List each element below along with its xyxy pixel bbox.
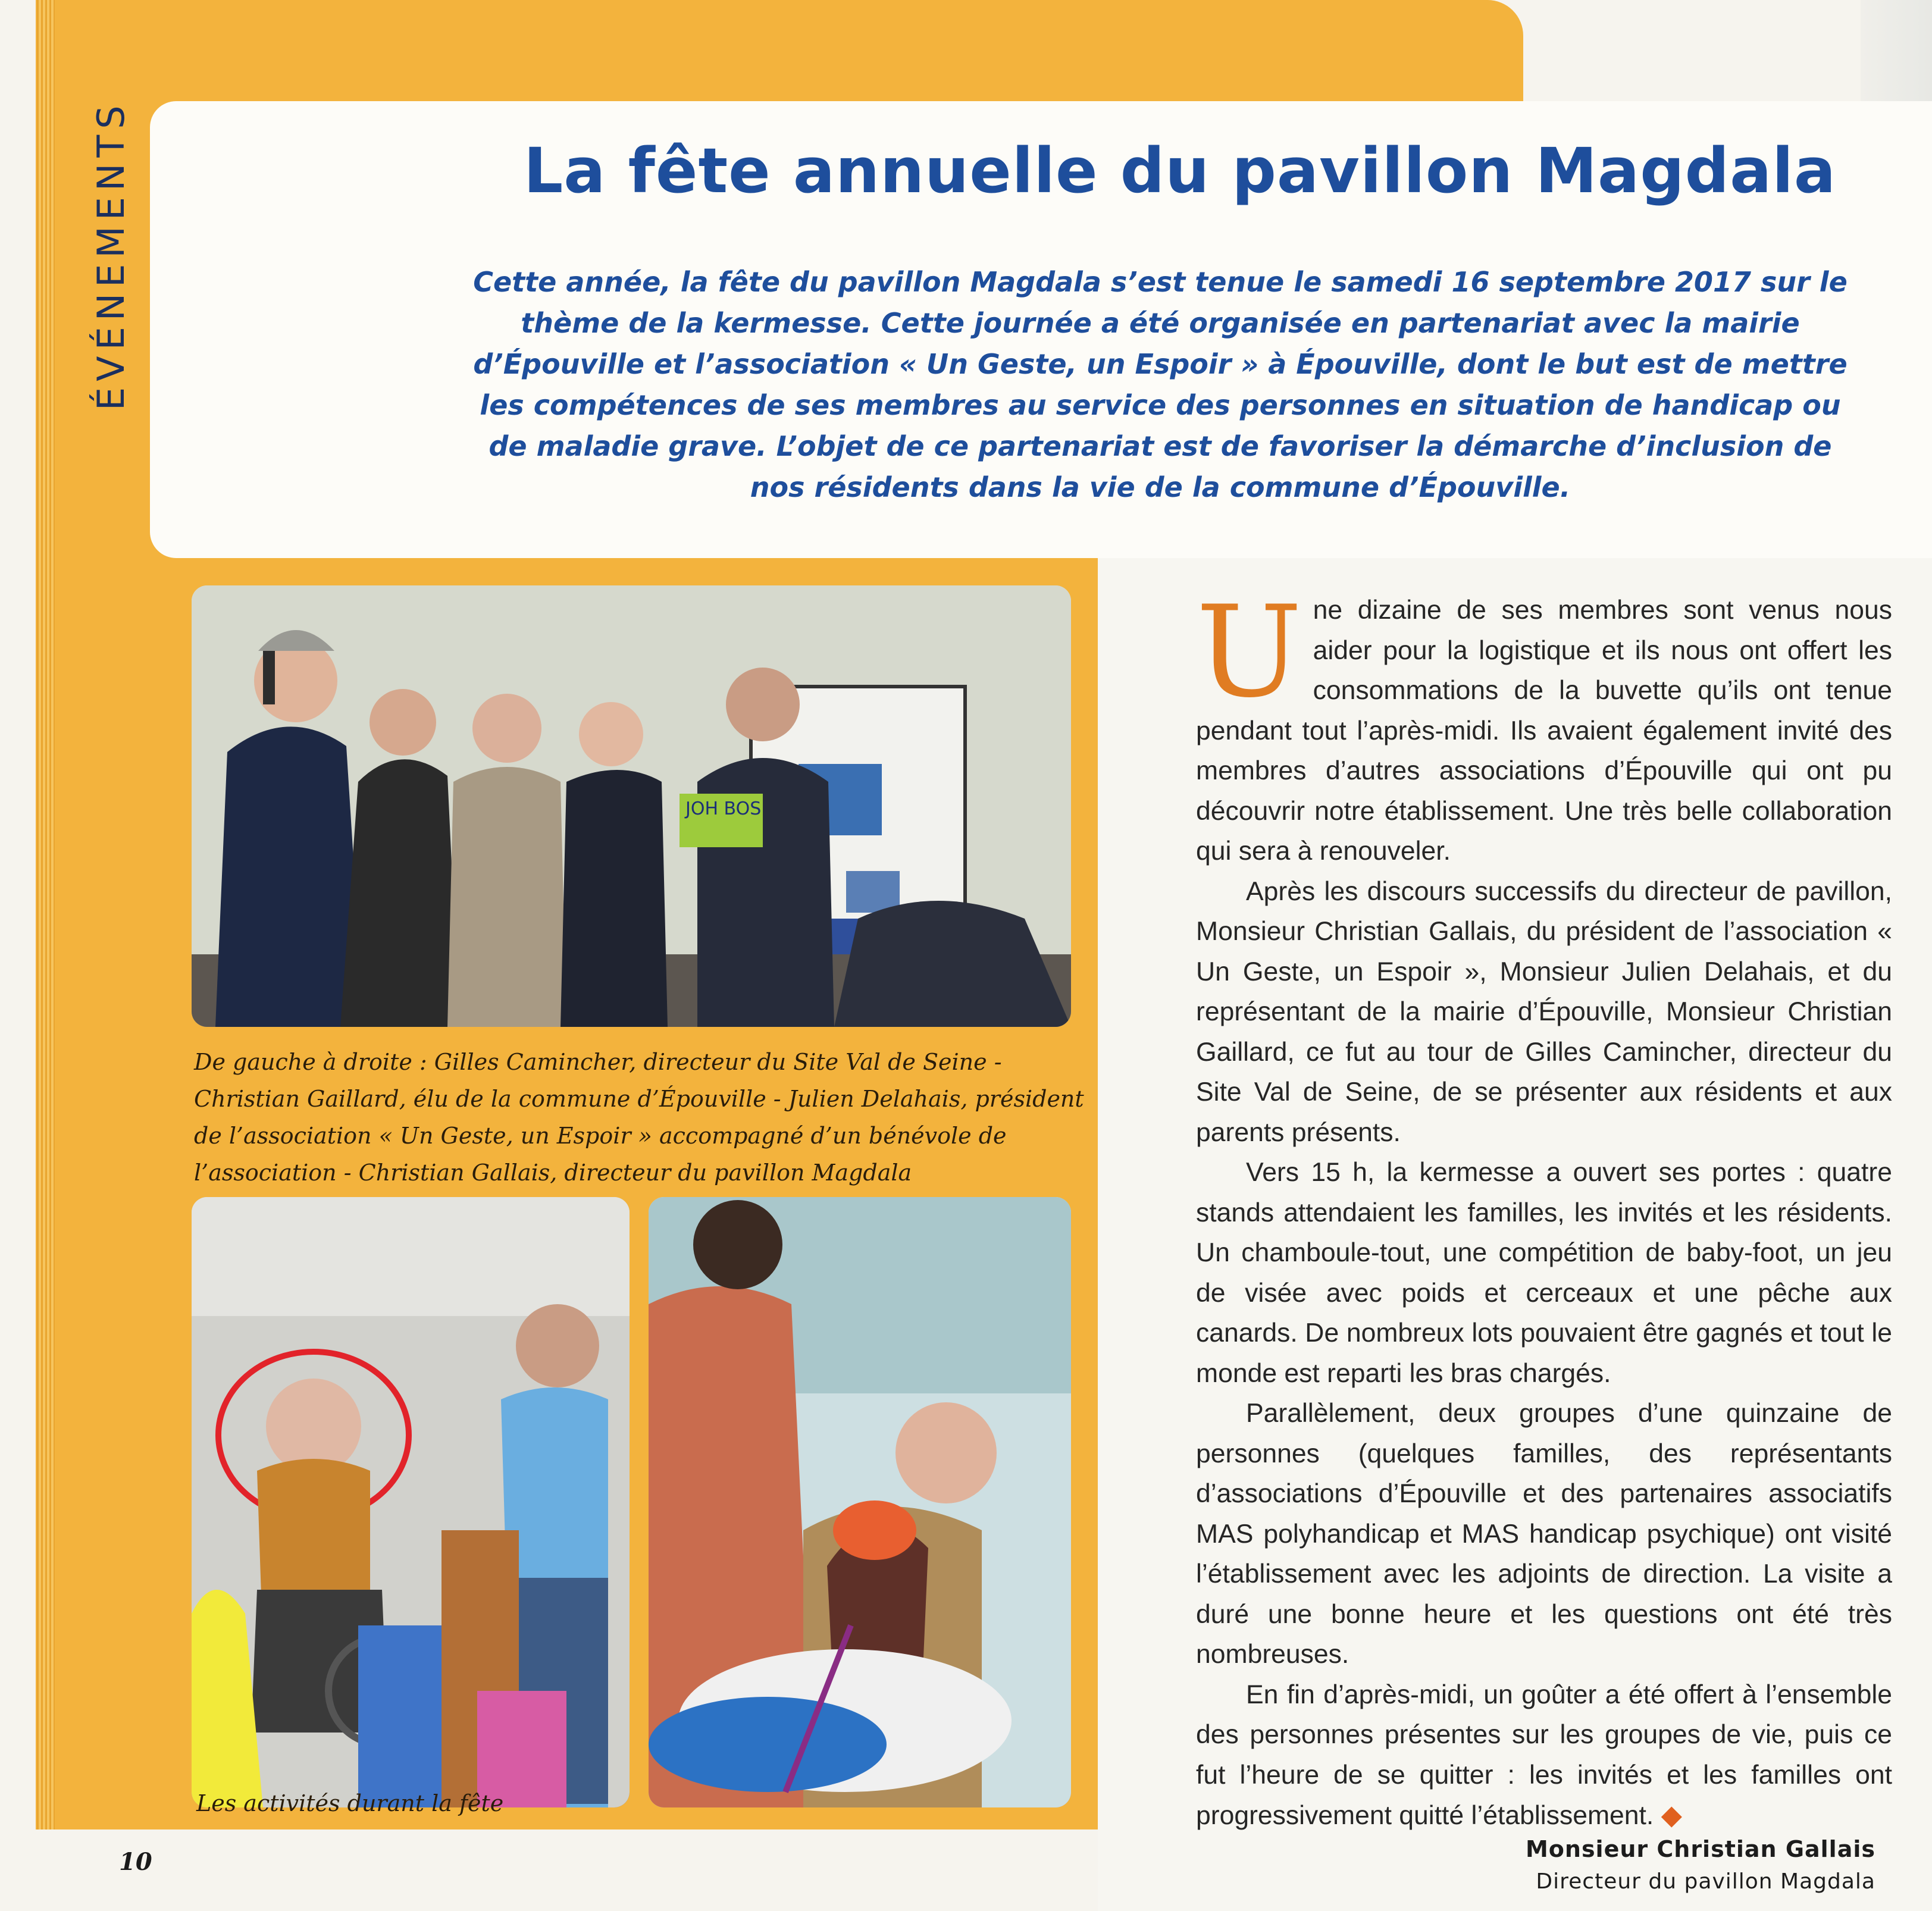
article-paragraph-5 bbox=[1196, 1675, 1892, 1836]
article-paragraph-2: Après les discours successifs du directeur de pavillon, Monsieur Christian Gallais, du président de l’association « Un Geste, un Espoir », Monsieur Julien Delahais, et du représentant de la mairie d’Épouville, Monsieur Christian Gaillard, ce fut au tour de Gilles Camincher, directeur du Site Val de Seine, de se présenter aux résidents et aux parents présents. bbox=[1196, 876, 1892, 1147]
dropcap: U bbox=[1196, 578, 1302, 725]
article-paragraph-4: Parallèlement, deux groupes d’une quinzaine de personnes (quelques familles, des représentants d’associations d’Épouville et des partenaires associatifs MAS polyhandicap et MAS handicap psychique) ont visité l’établissement avec les adjoints de direction. La visite a duré une bonne heure et les questions ont été très nombreuses. bbox=[1196, 1399, 1892, 1669]
group-photo-caption: De gauche à droite : Gilles Camincher, directeur du Site Val de Seine - Christian Gaillard, élu de la commune d’Épouville - Julien Delahais, président de l’association « Un Geste, un Espoir » accompagné d’un bénévole de l’association - Christian Gallais, directeur du pavillon Magdala bbox=[194, 1049, 1084, 1186]
article-paragraph-5-text: En fin d’après-midi, un goûter a été offert à l’ensemble des personnes présentes sur les groupes de vie, puis ce fut l’heure de se quitter : les invités et les familles ont progressivement quitté l’établissement. bbox=[1196, 1680, 1892, 1830]
signature-name: Monsieur Christian Gallais bbox=[1525, 1836, 1875, 1862]
page-number: 10 bbox=[119, 1848, 152, 1876]
article-paragraph-3: Vers 15 h, la kermesse a ouvert ses portes : quatre stands attendaient les familles, les invités et les résidents. Un chamboule-tout, une compétition de baby-foot, un jeu de visée avec poids et cerceaux et une pêche aux canards. De nombreux lots pouvaient être gagnés et tout le monde est reparti les bras chargés. bbox=[1196, 1158, 1892, 1388]
article-paragraph-1-text: ne dizaine de ses membres sont venus nous aider pour la logistique et ils nous ont offert les consommations de la buvette qu’ils ont tenue pendant tout l’après-midi. Ils avaient également invité des membres d’autres associations d’Épouville qui ont pu découvrir notre établissement. Une très belle collaboration qui sera à renouveler. bbox=[1196, 596, 1892, 866]
section-label-text: ÉVÉNEMENTS bbox=[89, 99, 133, 411]
activity-photo-hoop bbox=[192, 1197, 630, 1807]
page-title: La fête annuelle du pavillon Magdala bbox=[524, 134, 1837, 207]
article-paragraph-1 bbox=[1196, 578, 1892, 872]
group-photo bbox=[192, 585, 1071, 1027]
page-edges bbox=[37, 0, 55, 1911]
intro-paragraph: Cette année, la fête du pavillon Magdala s’est tenue le samedi 16 septembre 2017 sur le thème de la kermesse. Cette journée a été organisée en partenariat avec la mairie d’Épouville et l’association « Un Geste, un Espoir » à Épouville, dont le but est de mettre les compétences de ses membres au service des personnes en situation de handicap ou de maladie grave. L’objet de ce partenariat est de favoriser la démarche d’inclusion de nos résidents dans la vie de la commune d’Épouville. bbox=[473, 266, 1848, 503]
article-body bbox=[1196, 578, 1892, 1836]
activities-caption: Les activités durant la fête bbox=[196, 1790, 504, 1816]
bottom-strip bbox=[36, 1829, 1098, 1911]
signature-role: Directeur du pavillon Magdala bbox=[1536, 1869, 1875, 1894]
activity-photo-fishing bbox=[649, 1197, 1071, 1807]
poster-text: JOH BOS bbox=[685, 798, 762, 819]
end-mark-icon: ◆ bbox=[1661, 1799, 1682, 1830]
